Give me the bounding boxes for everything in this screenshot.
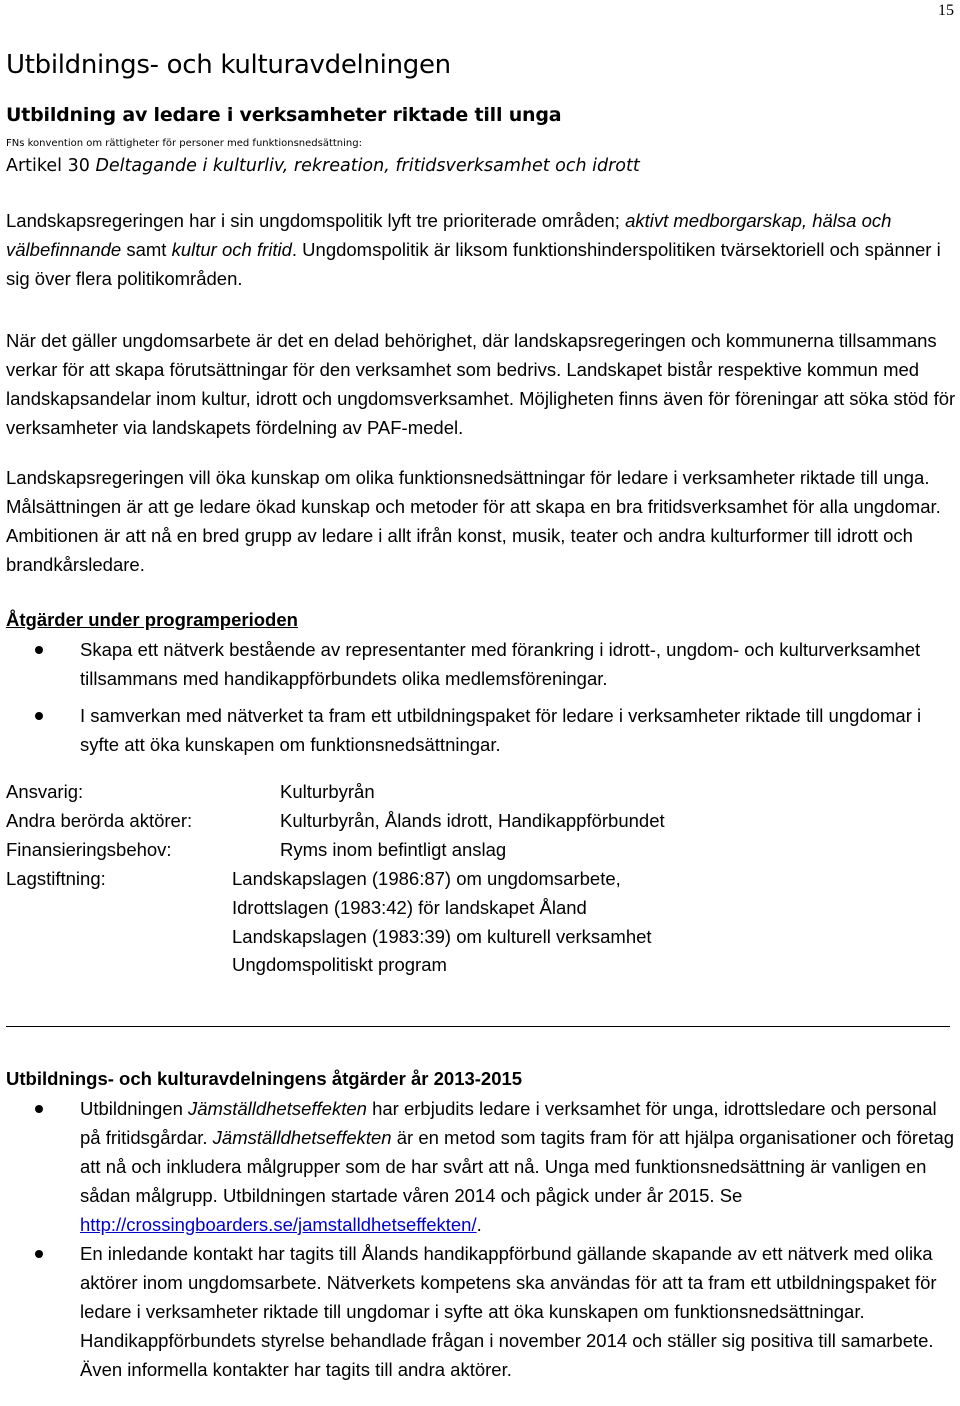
article-title: Deltagande i kulturliv, rekreation, fritidsverksamhet och idrott	[95, 156, 640, 176]
bullet-icon	[35, 646, 43, 654]
legislation-label: Lagstiftning:	[6, 868, 106, 889]
section-divider	[6, 1026, 950, 1027]
bullet-icon	[35, 712, 43, 720]
article-reference	[6, 156, 640, 176]
actions-heading: Åtgärder under programperioden	[6, 609, 298, 630]
funding-value: Ryms inom befintligt anslag	[280, 839, 507, 860]
paragraph-youth-work: När det gäller ungdomsarbete är det en delad behörighet, där landskapsregeringen och kommunerna tillsammans verkar för att skapa förutsättningar för den verksamhet som bedrivs. Landskapet bistår respektive kommun med landskapsandelar inom kultur, idrott och ungdomsverksamhet. Möjligheten finns även för föreningar att söka stöd för verksamheter via landskapets fördelning av PAF-medel.	[6, 330, 956, 438]
list-item-text: har erbjudits ledare i verksamhet för unga, idrottsledare och personal på fritidsgårdar.	[80, 1098, 937, 1148]
legislation-item: Landskapslagen (1983:39) om kulturell verksamhet	[232, 926, 652, 947]
list-item	[6, 1239, 956, 1384]
list-item-text: är en metod som tagits fram för att hjälpa organisationer och företag att nå och inkludera målgrupper som de har svårt att nå. Unga med funktionsnedsättning är vanligen en sådan målgrupp. Utbildningen startade våren 2014 och pågick under år 2015. Se	[80, 1127, 955, 1206]
paragraph-text: Landskapsregeringen har i sin ungdomspolitik lyft tre prioriterade områden;	[6, 210, 626, 231]
paragraph-text: . Ungdomspolitik är liksom funktionshinderspolitiken tvärsektoriell och spänner i sig över flera politikområden.	[6, 239, 941, 289]
legislation-item: Ungdomspolitiskt program	[232, 954, 447, 975]
responsible-label: Ansvarig:	[6, 781, 84, 802]
paragraph-text: samt	[121, 239, 172, 260]
crossingboarders-link[interactable]: http://crossingboarders.se/jamstalldhetseffekten/	[80, 1214, 477, 1235]
list-item	[6, 701, 956, 759]
paragraph-priorities	[6, 206, 956, 293]
list-item-text: En inledande kontakt har tagits till Ålands handikappförbund gällande skapande av ett nätverk med olika aktörer inom ungdomsarbete. Nätverkets kompetens ska användas för att ta fram ett utbildningspaket för ledare i verksamheter riktade till ungdomar i syfte att öka kunskapen om funktionsnedsättningar. Handikappförbundets styrelse behandlade frågan i november 2014 och ställer sig positiva till samarbete. Även informella kontakter har tagits till andra aktörer.	[80, 1243, 937, 1380]
list-item-text: .	[476, 1214, 482, 1235]
bullet-icon	[35, 1105, 43, 1113]
list-item-text: I samverkan med nätverket ta fram ett utbildningspaket för ledare i verksamheter riktade till ungdomar i syfte att öka kunskapen om funktionsnedsättningar.	[80, 705, 922, 755]
list-item	[6, 1094, 956, 1239]
measures-list	[6, 1094, 956, 1384]
convention-note: FNs konvention om rättigheter för personer med funktionsnedsättning:	[6, 138, 362, 149]
page-number: 15	[938, 2, 954, 19]
paragraph-emphasis: aktivt medborgarskap, hälsa och välbefinnande	[6, 210, 892, 260]
actions-list	[6, 635, 956, 759]
list-item-text: Utbildningen	[80, 1098, 188, 1119]
article-prefix: Artikel 30	[6, 156, 96, 176]
page-heading: Utbildnings- och kulturavdelningen	[6, 50, 451, 80]
funding-label: Finansieringsbehov:	[6, 839, 172, 860]
legislation-item: Idrottslagen (1983:42) för landskapet Åland	[232, 897, 587, 918]
bullet-icon	[35, 1250, 43, 1258]
list-item-emphasis: Jämställdhetseffekten	[212, 1127, 392, 1148]
others-value: Kulturbyrån, Ålands idrott, Handikappförbundet	[280, 810, 665, 831]
paragraph-emphasis: kultur och fritid	[171, 239, 292, 260]
list-item-text: Skapa ett nätverk bestående av representanter med förankring i idrott-, ungdom- och kulturverksamhet tillsammans med handikappförbundets olika medlemsföreningar.	[80, 639, 921, 689]
paragraph-goals: Landskapsregeringen vill öka kunskap om olika funktionsnedsättningar för ledare i verksamheter riktade till unga. Målsättningen är att ge ledare ökad kunskap och metoder för att skapa en bra fritidsverksamhet för alla ungdomar. Ambitionen är att nå en bred grupp av ledare i allt ifrån konst, musik, teater och andra kulturformer till idrott och brandkårsledare.	[6, 467, 941, 575]
list-item-emphasis: Jämställdhetseffekten	[188, 1098, 367, 1119]
responsible-value: Kulturbyrån	[280, 781, 375, 802]
others-label: Andra berörda aktörer:	[6, 810, 193, 831]
measures-heading: Utbildnings- och kulturavdelningens åtgärder år 2013-2015	[6, 1068, 523, 1089]
list-item	[6, 635, 956, 693]
legislation-item: Landskapslagen (1986:87) om ungdomsarbete,	[232, 868, 621, 889]
section-subheading: Utbildning av ledare i verksamheter riktade till unga	[6, 104, 562, 126]
